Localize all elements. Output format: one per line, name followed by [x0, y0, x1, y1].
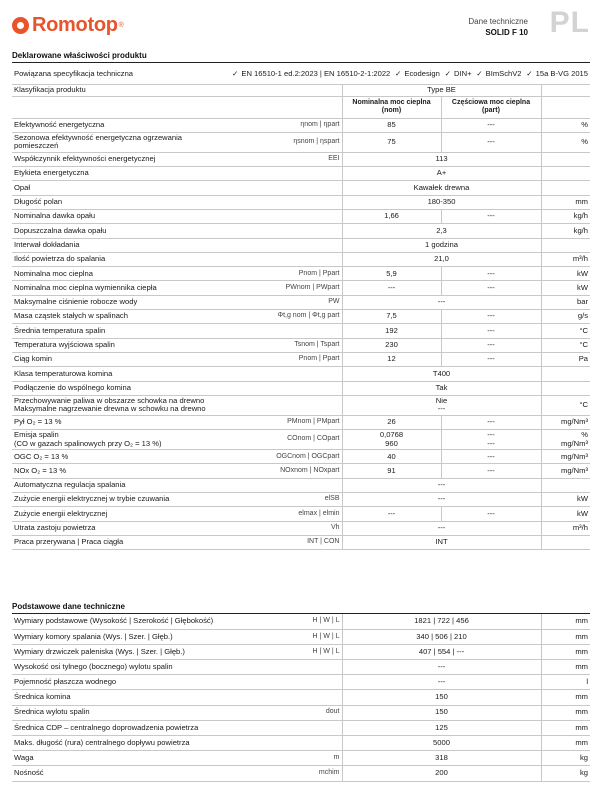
table-row — [12, 267, 590, 281]
page-header — [0, 0, 602, 44]
row-symbol — [222, 181, 342, 195]
row-label-line: Przechowywanie paliwa w obszarze schowka na drewno — [14, 395, 205, 405]
row-symbol: ηsnom | ηspart — [222, 132, 342, 152]
row-unit: kW — [541, 267, 590, 281]
classification-row — [12, 84, 590, 96]
table-row — [12, 238, 590, 252]
row-symbol: COnom | COpart — [222, 430, 342, 450]
row-value-partial: --- — [441, 281, 541, 295]
spec-text: DIN+ — [454, 68, 472, 78]
row-unit — [541, 535, 590, 549]
row-value-partial: --- — [441, 324, 541, 338]
row-unit: °C — [541, 395, 590, 415]
row-label: Wymiary podstawowe (Wysokość | Szerokość | Głębokość) — [12, 614, 222, 629]
row-value: --- — [342, 521, 541, 535]
row-label: Dopuszczalna dawka opału — [12, 224, 222, 238]
row-unit — [541, 478, 590, 492]
spec-list-cell — [222, 64, 590, 84]
header-partial: Częściowa moc cieplna (part) — [441, 96, 541, 118]
row-value-nominal: 7,5 — [342, 310, 441, 324]
row-value: A+ — [342, 167, 541, 181]
row-unit: mg/Nm³ — [541, 464, 590, 478]
row-label: Waga — [12, 751, 222, 766]
row-unit — [541, 181, 590, 195]
row-unit: kW — [541, 281, 590, 295]
row-value-line: 0,0768 — [379, 430, 404, 440]
row-value-nominal: 85 — [342, 118, 441, 132]
row-value-line: 960 — [385, 438, 398, 448]
table-row — [12, 252, 590, 266]
row-unit: mm — [541, 720, 590, 735]
check-icon: ✓ — [395, 68, 402, 78]
row-unit: m³/h — [541, 521, 590, 535]
table-row — [12, 660, 590, 675]
row-symbol: ηnom | ηpart — [222, 118, 342, 132]
spec-item — [445, 70, 472, 79]
row-value-partial: --- — [441, 507, 541, 521]
header-nominal: Nominalna moc cieplna (nom) — [342, 96, 441, 118]
table-row — [12, 209, 590, 223]
row-symbol — [222, 195, 342, 209]
row-value-partial: --- — [441, 310, 541, 324]
row-symbol: PMnom | PMpart — [222, 415, 342, 429]
row-label: NOx O₂ = 13 % — [12, 464, 222, 478]
row-label: Nominalna moc cieplna wymiennika ciepła — [12, 281, 222, 295]
row-symbol — [222, 690, 342, 705]
table-row — [12, 478, 590, 492]
row-label: Efektywność energetyczna — [12, 118, 222, 132]
check-icon: ✓ — [476, 68, 483, 78]
row-unit: mm — [541, 644, 590, 659]
row-symbol: m — [222, 751, 342, 766]
table-row — [12, 720, 590, 735]
spec-list — [224, 70, 588, 79]
table-row — [12, 181, 590, 195]
row-value: 180-350 — [342, 195, 541, 209]
row-symbol: mchim — [222, 766, 342, 781]
row-label: Temperatura wyjściowa spalin — [12, 338, 222, 352]
trademark-symbol: ® — [118, 22, 124, 29]
row-value: --- — [342, 295, 541, 309]
row-value: 113 — [342, 152, 541, 166]
spec-item — [476, 70, 521, 79]
row-label: Długość polan — [12, 195, 222, 209]
row-label: Maksymalne ciśnienie robocze wody — [12, 295, 222, 309]
row-unit — [541, 381, 590, 395]
row-label: Wymiary drzwiczek paleniska (Wys. | Szer. | Głęb.) — [12, 644, 222, 659]
row-label — [12, 430, 222, 450]
row-symbol: Pnom | Ppart — [222, 267, 342, 281]
column-header-row — [12, 96, 590, 118]
row-label-line: (CO w gazach spalinowych przy O₂ = 13 %) — [14, 438, 162, 448]
table-row — [12, 736, 590, 751]
row-label: Średnica CDP – centralnego doprowadzenia powietrza — [12, 720, 222, 735]
table-row — [12, 167, 590, 181]
table-row — [12, 521, 590, 535]
classification-label: Klasyfikacja produktu — [12, 84, 342, 96]
table-row — [12, 751, 590, 766]
spec-item — [232, 70, 390, 79]
spec-item — [395, 70, 440, 79]
row-value-nominal: 75 — [342, 132, 441, 152]
row-value: 1 godzina — [342, 238, 541, 252]
row-label: Podłączenie do wspólnego komina — [12, 381, 222, 395]
row-value-line: Nie — [435, 395, 448, 405]
row-symbol: elmax | elmin — [222, 507, 342, 521]
table-row — [12, 766, 590, 781]
row-label — [12, 395, 222, 415]
row-symbol: NOxnom | NOxpart — [222, 464, 342, 478]
table-row — [12, 450, 590, 464]
row-unit: mm — [541, 195, 590, 209]
row-label: Wysokość osi tylnego (bocznego) wylotu spalin — [12, 660, 222, 675]
row-unit: m³/h — [541, 252, 590, 266]
row-unit: mm — [541, 736, 590, 751]
row-symbol — [222, 367, 342, 381]
row-value-nominal: 12 — [342, 352, 441, 366]
spec-text: 15a B-VG 2015 — [535, 68, 588, 78]
table-row — [12, 338, 590, 352]
row-label: Zużycie energii elektrycznej — [12, 507, 222, 521]
basic-data-table — [12, 614, 590, 782]
table-row — [12, 629, 590, 644]
row-value: 340 | 506 | 210 — [342, 629, 541, 644]
row-unit: °C — [541, 338, 590, 352]
row-label: Sezonowa efektywność energetyczna ogrzewania pomieszczeń — [12, 132, 222, 152]
properties-table — [12, 64, 590, 550]
row-symbol — [222, 675, 342, 690]
row-label: Praca przerywana | Praca ciągła — [12, 535, 222, 549]
table-row — [12, 152, 590, 166]
row-label-line: Maksymalne nagrzewanie drewna w schowku na drewno — [14, 404, 206, 414]
row-symbol — [222, 381, 342, 395]
row-unit: kg — [541, 751, 590, 766]
row-unit — [541, 367, 590, 381]
row-symbol: dout — [222, 705, 342, 720]
row-symbol: H | W | L — [222, 644, 342, 659]
brand-name: Romotop — [32, 14, 118, 36]
row-value: Kawałek drewna — [342, 181, 541, 195]
table-row — [12, 281, 590, 295]
row-value-nominal — [342, 430, 441, 450]
table-row — [12, 381, 590, 395]
table-row — [12, 132, 590, 152]
row-value: --- — [342, 493, 541, 507]
row-value: --- — [342, 660, 541, 675]
row-label: Średnica wylotu spalin — [12, 705, 222, 720]
row-unit: % — [541, 118, 590, 132]
row-value: --- — [342, 675, 541, 690]
row-symbol: PW — [222, 295, 342, 309]
table-row — [12, 535, 590, 549]
row-label: Ciąg komin — [12, 352, 222, 366]
document-subtitle: Dane techniczne — [468, 17, 528, 26]
table-row — [12, 614, 590, 629]
row-label: Nominalna moc cieplna — [12, 267, 222, 281]
row-symbol: Φt,g nom | Φt,g part — [222, 310, 342, 324]
row-unit: % — [541, 132, 590, 152]
row-label: Automatyczna regulacja spalania — [12, 478, 222, 492]
row-value: 318 — [342, 751, 541, 766]
row-unit — [541, 152, 590, 166]
row-symbol — [222, 736, 342, 751]
row-symbol: OGCnom | OGCpart — [222, 450, 342, 464]
row-symbol: INT | CON — [222, 535, 342, 549]
row-symbol: Tsnom | Tspart — [222, 338, 342, 352]
row-label: Ilość powietrza do spalania — [12, 252, 222, 266]
row-unit-line: mg/Nm³ — [561, 438, 588, 448]
row-symbol: EEI — [222, 152, 342, 166]
row-value: 2,3 — [342, 224, 541, 238]
spec-text: BImSchV2 — [485, 68, 522, 78]
table-row — [12, 690, 590, 705]
row-label: Maks. długość (rura) centralnego dopływu powietrza — [12, 736, 222, 751]
classification-type: Type BE — [342, 84, 541, 96]
row-value-partial: --- — [441, 132, 541, 152]
row-unit: mm — [541, 629, 590, 644]
row-unit: g/s — [541, 310, 590, 324]
table-row — [12, 352, 590, 366]
model-name: SOLID F 10 — [485, 28, 528, 37]
row-value: 150 — [342, 705, 541, 720]
row-value-partial: --- — [441, 450, 541, 464]
row-value: 150 — [342, 690, 541, 705]
row-value-partial: --- — [441, 267, 541, 281]
row-unit: l — [541, 675, 590, 690]
row-value: --- — [342, 478, 541, 492]
row-value: 5000 — [342, 736, 541, 751]
row-symbol — [222, 238, 342, 252]
row-value: 200 — [342, 766, 541, 781]
table-row — [12, 507, 590, 521]
row-value-nominal: 1,66 — [342, 209, 441, 223]
row-unit: mm — [541, 690, 590, 705]
row-symbol: PWnom | PWpart — [222, 281, 342, 295]
row-unit: kW — [541, 507, 590, 521]
check-icon: ✓ — [444, 68, 451, 78]
row-label: Etykieta energetyczna — [12, 167, 222, 181]
row-label: Średnica komina — [12, 690, 222, 705]
row-value — [342, 395, 541, 415]
row-symbol — [222, 324, 342, 338]
row-label: Średnia temperatura spalin — [12, 324, 222, 338]
brand-logo-icon — [12, 17, 29, 34]
row-label: Wymiary komory spalania (Wys. | Szer. | Głęb.) — [12, 629, 222, 644]
row-label: Interwał dokładania — [12, 238, 222, 252]
row-label: Zużycie energii elektrycznej w trybie czuwania — [12, 493, 222, 507]
row-label: Nośność — [12, 766, 222, 781]
check-icon: ✓ — [232, 68, 239, 78]
table-row — [12, 644, 590, 659]
table-row — [12, 118, 590, 132]
section-title-basic-data: Podstawowe dane techniczne — [12, 602, 125, 611]
row-value-partial: --- — [441, 415, 541, 429]
row-value-nominal: 192 — [342, 324, 441, 338]
table-row — [12, 464, 590, 478]
row-unit: kg/h — [541, 209, 590, 223]
row-unit: °C — [541, 324, 590, 338]
table-row — [12, 430, 590, 450]
row-label: Opał — [12, 181, 222, 195]
row-unit — [541, 430, 590, 450]
row-symbol — [222, 224, 342, 238]
row-value: INT — [342, 535, 541, 549]
row-value: T400 — [342, 367, 541, 381]
table-row — [12, 395, 590, 415]
row-symbol: H | W | L — [222, 614, 342, 629]
row-value: 21,0 — [342, 252, 541, 266]
row-unit: kg/h — [541, 224, 590, 238]
row-label: Klasa temperaturowa komina — [12, 367, 222, 381]
row-value-line: --- — [437, 404, 446, 414]
row-symbol — [222, 252, 342, 266]
table-row — [12, 195, 590, 209]
row-value: Tak — [342, 381, 541, 395]
row-value: 1821 | 722 | 456 — [342, 614, 541, 629]
row-symbol: elSB — [222, 493, 342, 507]
row-unit: kW — [541, 493, 590, 507]
row-value-nominal: --- — [342, 507, 441, 521]
table-row — [12, 224, 590, 238]
section-title-properties: Deklarowane właściwości produktu — [12, 51, 147, 60]
row-unit: mg/Nm³ — [541, 415, 590, 429]
row-label: OGC O₂ = 13 % — [12, 450, 222, 464]
row-symbol — [222, 167, 342, 181]
table-row — [12, 295, 590, 309]
row-unit: kg — [541, 766, 590, 781]
table-row — [12, 493, 590, 507]
row-label: Nominalna dawka opału — [12, 209, 222, 223]
row-unit: mm — [541, 660, 590, 675]
table-row — [12, 324, 590, 338]
row-unit: mm — [541, 614, 590, 629]
row-value-nominal: 230 — [342, 338, 441, 352]
row-label: Pojemność płaszcza wodnego — [12, 675, 222, 690]
row-value-nominal: 26 — [342, 415, 441, 429]
row-label: Masa cząstek stałych w spalinach — [12, 310, 222, 324]
table-row — [12, 705, 590, 720]
spec-text: Ecodesign — [404, 68, 440, 78]
check-icon: ✓ — [526, 68, 533, 78]
row-value-line: --- — [487, 438, 495, 448]
spec-item — [526, 70, 588, 79]
row-value-partial: --- — [441, 338, 541, 352]
document-title — [468, 16, 528, 38]
row-value-nominal: 5,9 — [342, 267, 441, 281]
section-divider — [12, 62, 590, 63]
row-unit: bar — [541, 295, 590, 309]
row-value-nominal: 40 — [342, 450, 441, 464]
row-unit: Pa — [541, 352, 590, 366]
table-row — [12, 675, 590, 690]
row-value-partial: --- — [441, 209, 541, 223]
row-unit — [541, 238, 590, 252]
row-unit — [541, 167, 590, 181]
row-value-partial: --- — [441, 464, 541, 478]
spec-text: EN 16510-1 ed.2:2023 | EN 16510-2-1:2022 — [241, 68, 391, 78]
spec-row — [12, 64, 590, 84]
brand-logo — [12, 14, 124, 37]
row-unit: mm — [541, 705, 590, 720]
row-symbol: Pnom | Ppart — [222, 352, 342, 366]
table-row — [12, 310, 590, 324]
row-value-partial: --- — [441, 352, 541, 366]
row-value-partial: --- — [441, 118, 541, 132]
row-unit: mg/Nm³ — [541, 450, 590, 464]
row-value-nominal: 91 — [342, 464, 441, 478]
row-symbol — [222, 660, 342, 675]
row-value-partial — [441, 430, 541, 450]
row-symbol — [222, 209, 342, 223]
language-code: PL — [549, 6, 590, 39]
row-label: Pył O₂ = 13 % — [12, 415, 222, 429]
row-symbol — [222, 478, 342, 492]
row-value: 407 | 554 | --- — [342, 644, 541, 659]
row-unit-line: % — [581, 430, 588, 440]
row-value-line: --- — [487, 430, 495, 440]
row-label-line: Emisja spalin — [14, 430, 59, 440]
row-label: Utrata zastoju powietrza — [12, 521, 222, 535]
spec-label: Powiązana specyfikacja techniczna — [12, 64, 222, 84]
row-symbol — [222, 720, 342, 735]
row-symbol — [222, 395, 342, 415]
row-value-nominal: --- — [342, 281, 441, 295]
row-symbol: H | W | L — [222, 629, 342, 644]
table-row — [12, 367, 590, 381]
row-label: Współczynnik efektywności energetycznej — [12, 152, 222, 166]
row-symbol: Vh — [222, 521, 342, 535]
table-row — [12, 415, 590, 429]
row-value: 125 — [342, 720, 541, 735]
